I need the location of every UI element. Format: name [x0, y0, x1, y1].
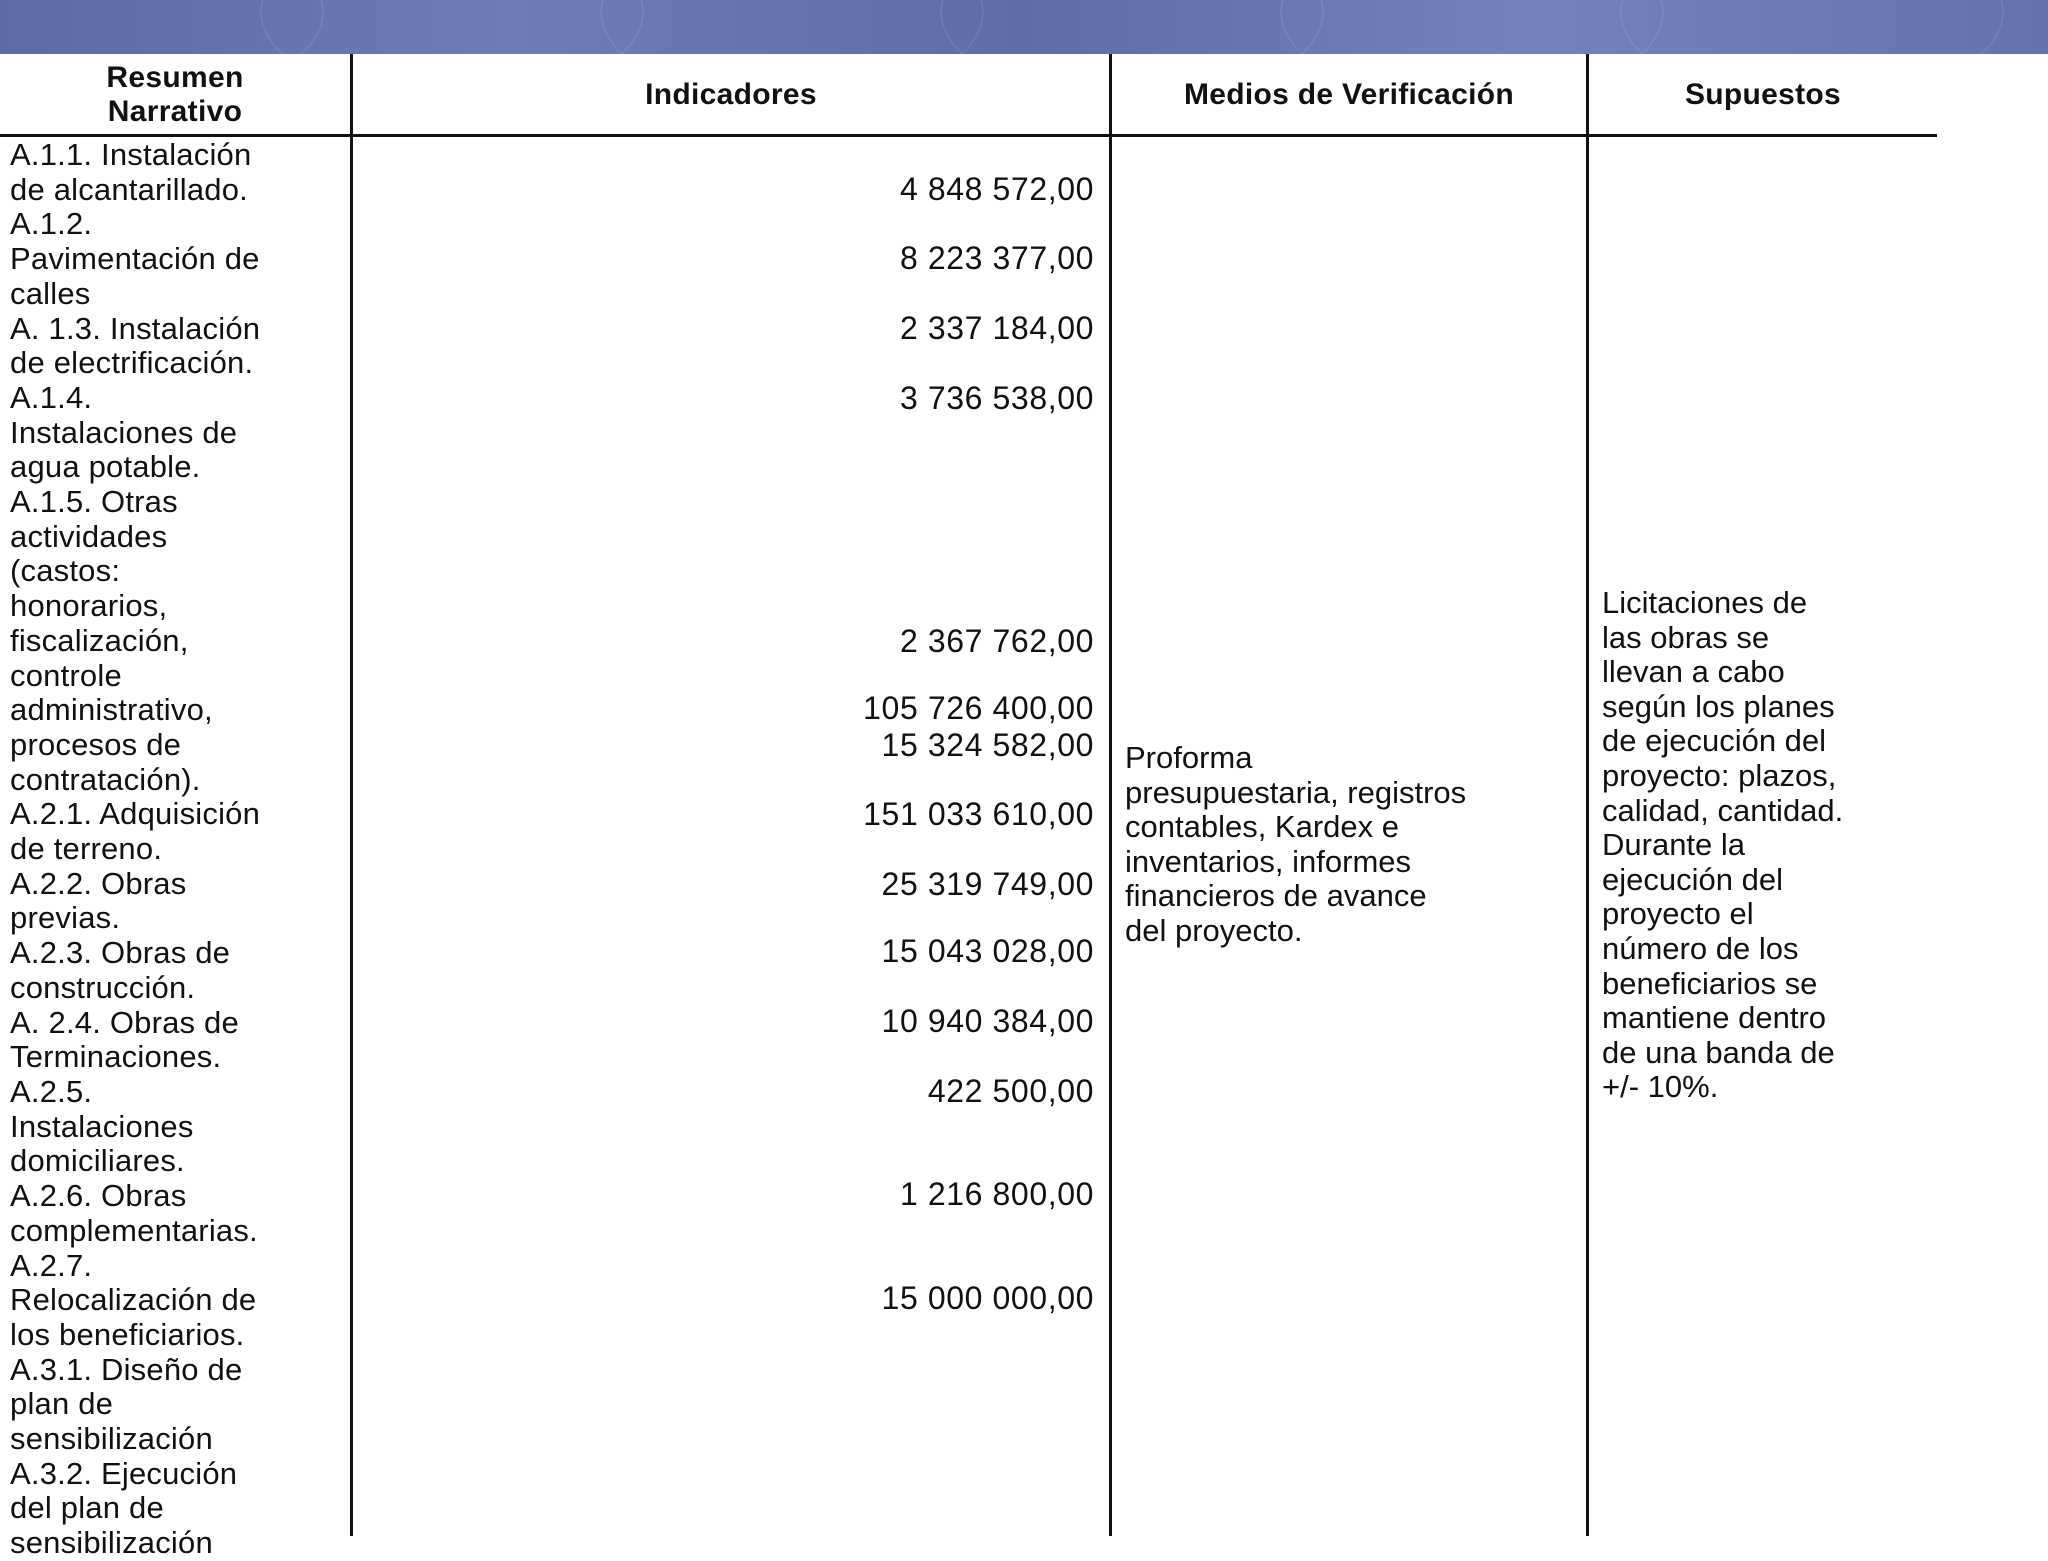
header-decoration — [260, 0, 644, 54]
indicator-value: 8 223 377,00 — [899, 240, 1094, 276]
indicator-value: 15 324 582,00 — [881, 727, 1094, 763]
indicator-value: 10 940 384,00 — [881, 1003, 1094, 1039]
indicator-value: 2 337 184,00 — [899, 310, 1094, 346]
indicator-value: 422 500,00 — [927, 1073, 1094, 1109]
indicator-value: 2 367 762,00 — [899, 623, 1094, 659]
assumptions-text: Licitaciones de las obras se llevan a cabo según los planes de ejecución del proyecto: plazos, calidad, cantidad. Durante la ejecución del proyecto el número de los beneficiarios se mantiene dentro de una banda de +/- 10%. — [1602, 585, 1844, 1105]
indicator-value: 25 319 749,00 — [881, 866, 1094, 902]
header-decoration — [600, 0, 984, 54]
indicator-value: 15 000 000,00 — [881, 1280, 1094, 1316]
indicator-value: 4 848 572,00 — [899, 171, 1094, 207]
means-of-verification-text: Proforma presupuestaria, registros contables, Kardex e inventarios, informes financieros de avance del proyecto. — [1125, 740, 1467, 948]
header-decoration — [1620, 0, 2004, 54]
indicator-value: 151 033 610,00 — [863, 796, 1094, 832]
header-decoration — [1280, 0, 1664, 54]
header-decoration — [940, 0, 1324, 54]
narrative-text: A.1.1. Instalación de alcantarillado. A.1.2. Pavimentación de calles A. 1.3. Instalación de electrificación. A.1.4. Instalaciones de agua potable. A.1.5. Otras actividades (castos: honorarios, fiscalización, controle administrativo, procesos de contratación). A.2.1. Adquisición de terreno. A.2.2. Obras previas. A.2.3. Obras de construcción. A. 2.4. Obras de Terminaciones. A.2.5. Instalaciones domiciliares. A.2.6. Obras complementarias. A.2.7. Relocalización de los beneficiarios. A.3.1. Diseño de plan de sensibilización A.3.2. Ejecución del plan de sensibilización — [10, 137, 261, 1561]
slide-header-band — [0, 0, 2048, 54]
narrative-column — [10, 138, 345, 1561]
indicator-value: 15 043 028,00 — [881, 933, 1094, 969]
header-supuestos: Supuestos — [1684, 78, 1842, 111]
column-divider — [350, 54, 353, 1536]
header-indicadores: Indicadores — [645, 78, 817, 111]
header-medios-verificacion: Medios de Verificación — [1183, 78, 1515, 111]
column-divider — [1586, 54, 1589, 1536]
header-resumen-narrativo: Resumen Narrativo — [106, 61, 244, 128]
indicator-value: 1 216 800,00 — [899, 1176, 1094, 1212]
indicator-value: 3 736 538,00 — [899, 380, 1094, 416]
indicator-value: 105 726 400,00 — [863, 690, 1094, 726]
column-divider — [1109, 54, 1112, 1536]
